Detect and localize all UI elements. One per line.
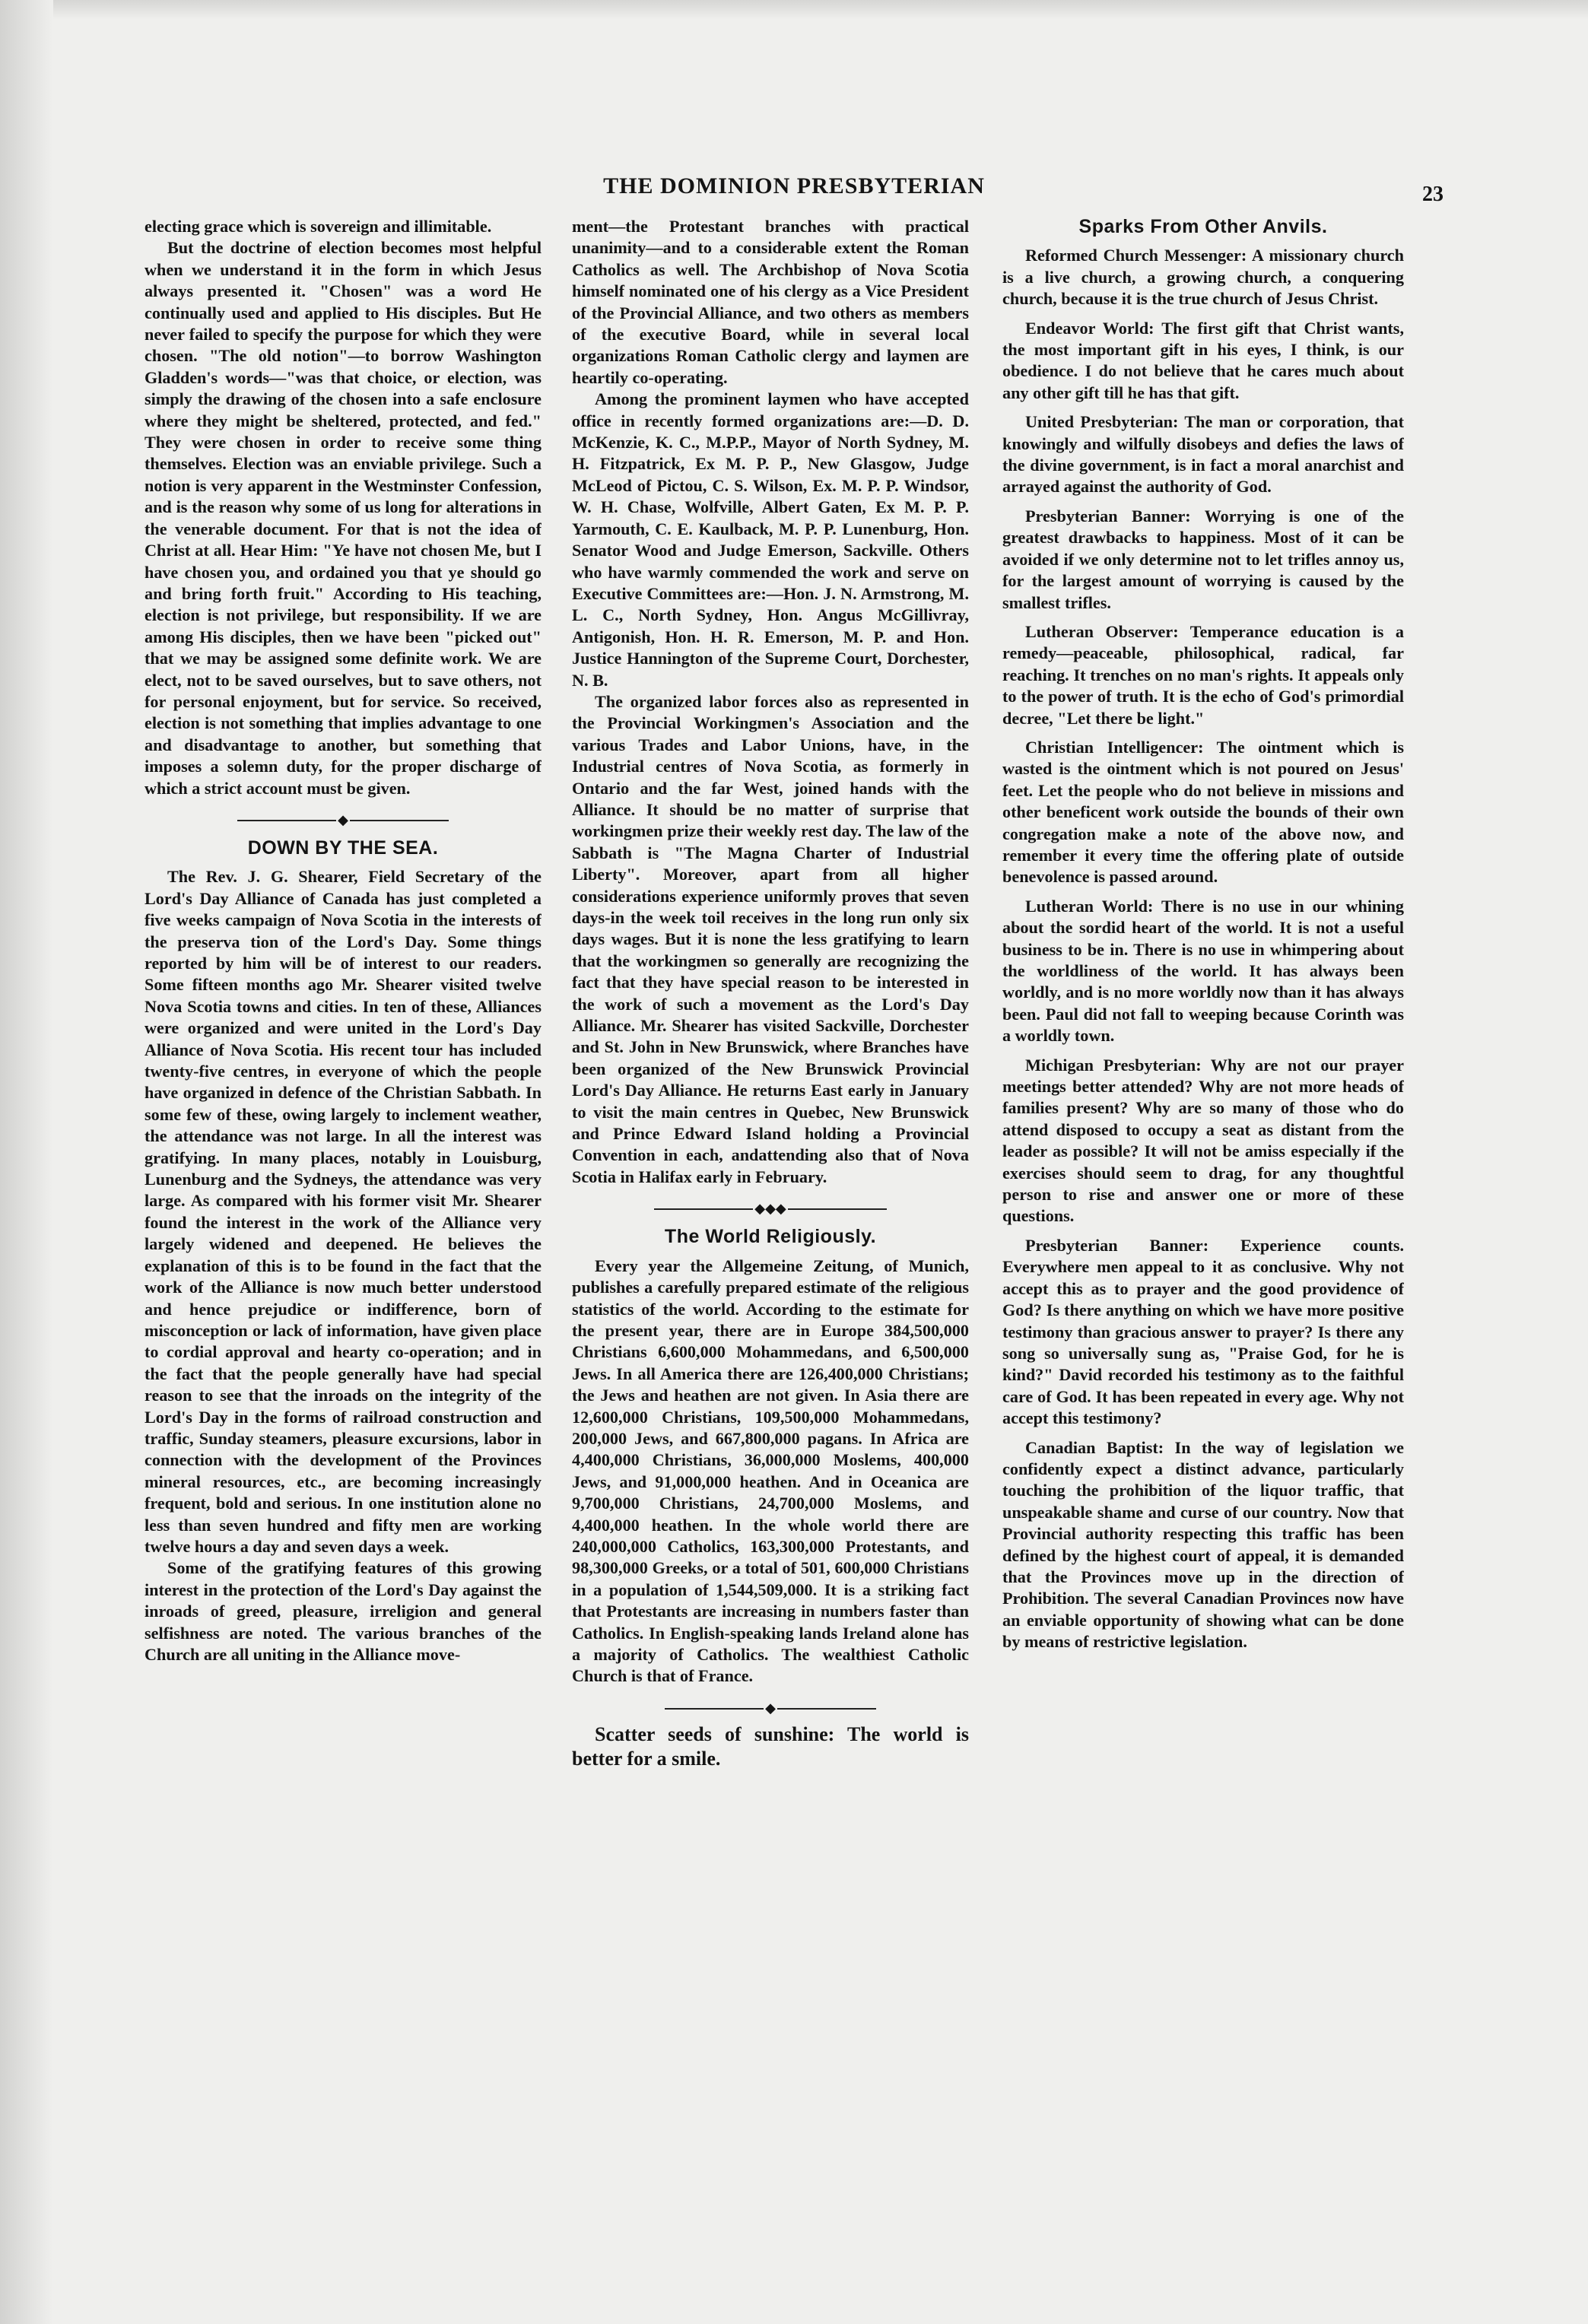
page-top-shadow <box>0 0 1588 20</box>
quote-paragraph: Christian Intelligencer: The ointment which is wasted is the ointment which is not poured on Jesus' feet. Let the people who do not believe in missions and other beneficent work outside the bounds of their own congregation make a note of the above now, and remember it every time the offering plate of outside benevolence is passed around. <box>1002 737 1404 887</box>
paragraph: The Rev. J. G. Shearer, Field Secretary of the Lord's Day Alliance of Canada has just completed a five weeks campaign of Nova Scotia in the interests of the preserva tion of the Lord's Day. Some things reported by him will be of interest to our readers. Some fifteen months ago Mr. Shearer visited twelve Nova Scotia towns and cities. In ten of these, Alliances were organized and were united in the Lord's Day Alliance of Nova Scotia. His recent tour has included twenty-five centres, in everyone of which the people have organized in defence of the Christian Sabbath. In some few of these, owing largely to inclement weather, the attendance was not large. In all the interest was gratifying. In many places, notably in Louisburg, Lunenburg and the Sydneys, the attendance was very large. As compared with his former visit Mr. Shearer found the interest in the work of the Alliance very largely widened and deepened. He believes the explanation of this is to be found in the fact that the work of the Alliance is now much better understood and hence prejudice or indifference, born of misconception or lack of information, have given place to cordial approval and hearty co-operation; and in the fact that the people generally have had special reason to see that the inroads on the integrity of the Lord's Day in the forms of railroad construction and traffic, Sunday steamers, pleasure excursions, labor in connection with the development of the Provinces mineral resources, etc., are becoming increasingly frequent, bold and serious. In one institution alone no less than seven hundred and fifty men are working twelve hours a day and seven days a week. <box>145 867 542 1556</box>
quote-paragraph: Lutheran World: There is no use in our whining about the sordid heart of the world. It is not a useful business to be in. There is no use in whimpering about the worldliness of the world. It has always been worldly, and is no more worldly now than it has always been. Paul did not fall to weeping because Corinth was a worldly town. <box>1002 896 1404 1046</box>
quote-paragraph: Michigan Presbyterian: Why are not our prayer meetings better attended? Why are not more heads of families present? Why are so many of those who do attend disposed to occupy a seat as distant from the leader as possible? It will not be amiss especially if the exercises should seem to drag, for any thoughtful person to rise and answer one or more of these questions. <box>1002 1055 1404 1226</box>
paragraph: Every year the Allgemeine Zeitung, of Munich, publishes a carefully prepared estimate of the religious statistics of the world. According to the estimate for the present year, there are in Europe 384,500,000 Christians 6,600,000 Mohammedans, and 6,500,000 Jews. In all America there are 126,400,000 Christians; the Jews and heathen are not given. In Asia there are 12,600,000 Christians, 109,500,000 Mohammedans, 200,000 Jews, and 667,800,000 pagans. In Africa are 4,400,000 Christians, 36,000,000 Moslems, 400,000 Jews, and 91,000,000 heathen. And in Oceanica are 9,700,000 Christians, 24,700,000 Moslems, and 4,400,000 heathen. In the whole world there are 240,000,000 Catholics, 163,300,000 Protestants, and 98,300,000 Greeks, or a total of 501, 600,000 Christians in a population of 1,544,509,000. It is a striking fact that Protestants are increasing in numbers faster than Catholics. In English-speaking lands Ireland alone has a majority of Catholics. The wealthiest Catholic Church is that of France. <box>572 1256 969 1686</box>
section-divider: ◆ <box>145 813 542 827</box>
column-3 <box>1002 216 1404 2035</box>
quote-paragraph: Presbyterian Banner: Worrying is one of the greatest drawbacks to happiness. Most of it can be avoided if we only determine not to let trifles annoy us, for the largest amount of worrying is caused by the smallest trifles. <box>1002 506 1404 612</box>
quote-paragraph: Canadian Baptist: In the way of legislation we confidently expect a distinct advance, particularly touching the prohibition of the liquor traffic, that unspeakable shame and curse of our country. Now that Provincial authority respecting this traffic has been defined by the highest court of appeal, it is demanded that the Provinces move up in the direction of Prohibition. The several Canadian Provinces now have an enviable opportunity of showing what can be done by means of restrictive legislation. <box>1002 1437 1404 1652</box>
section-divider: ◆◆◆ <box>572 1202 969 1215</box>
paragraph: Some of the gratifying features of this growing interest in the protection of the Lord's Day against the inroads of greed, pleasure, irreligion and general selfishness are noted. The various branches of the Church are all uniting in the Alliance move- <box>145 1558 542 1664</box>
quote-paragraph: Reformed Church Messenger: A missionary church is a live church, a growing church, a conquering church, because it is the true church of Jesus Christ. <box>1002 246 1404 309</box>
quote-paragraph: United Presbyterian: The man or corporation, that knowingly and wilfully disobeys and defies the laws of the divine government, is in fact a moral anarchist and arrayed against the authority of God. <box>1002 412 1404 497</box>
column-1 <box>145 216 542 2035</box>
section-heading-world-religiously: The World Religiously. <box>664 1226 877 1248</box>
page-left-shadow <box>0 0 53 2324</box>
paragraph: ment—the Protestant branches with practical unanimity—and to a considerable extent the Roman Catholics as well. The Archbishop of Nova Scotia himself nominated one of his clergy as a Vice President of the Provincial Alliance, and two others as members of the executive Board, while in several local organizations Roman Catholic clergy and laymen are heartily co-operating. <box>572 217 969 387</box>
closing-line: Scatter seeds of sunshine: The world is better for a smile. <box>572 1722 969 1770</box>
paragraph: electing grace which is sovereign and illimitable. <box>145 217 492 236</box>
column-2 <box>572 216 969 2035</box>
section-heading-down-by-the-sea: DOWN BY THE SEA. <box>247 837 439 859</box>
running-title: THE DOMINION PRESBYTERIAN <box>603 173 985 198</box>
quote-paragraph: Endeavor World: The first gift that Christ wants, the most important gift in his eyes, I think, is our obedience. I do not believe that he cares much about any other gift till he has that gift. <box>1002 318 1404 402</box>
quote-paragraph: Presbyterian Banner: Experience counts. Everywhere men appeal to it as conclusive. Why not accept this as to prayer and the good providence of God? Is there anything on which we have more positive testimony than gracious answer to prayer? Is there any song so universally sung as, "Praise God, for he is kind?" David recorded his testimony as to the faithful care of God. It has been repeated in every age. Why not accept this testimony? <box>1002 1235 1404 1428</box>
section-divider: ◆ <box>572 1701 969 1715</box>
page-number: 23 <box>1422 183 1443 206</box>
paragraph: Among the prominent laymen who have accepted office in recently formed organizations are:—D. D. McKenzie, K. C., M.P.P., Mayor of North Sydney, M. H. Fitzpatrick, Ex M. P. P., New Glasgow, Judge McLeod of Pictou, C. S. Wilson, Ex. M. P. P. Windsor, W. H. Chase, Wolfville, Albert Gaten, Ex M. P. P. Yarmouth, C. E. Kaulback, M. P. P. Lunenburg, Hon. Senator Wood and Judge Emerson, Sackville. Others who have warmly commended the work and serve on Executive Committees are:—Hon. J. N. Armstrong, M. L. C., North Sydney, Hon. Angus McGillivray, Antigonish, Hon. H. R. Emerson, M. P. and Hon. Justice Hannington of the Supreme Court, Dorchester, N. B. <box>572 389 969 690</box>
section-heading-sparks: Sparks From Other Anvils. <box>1078 216 1328 237</box>
paragraph: But the doctrine of election becomes most helpful when we understand it in the form in which Jesus always presented it. "Chosen" was a word He continually used and applied to His disciples. But He never failed to specify the purpose for which they were chosen. "The old notion"—to borrow Washington Gladden's words—"was that choice, or election, was simply the drawing of the chosen into a safe enclosure where they might be sheltered, protected, and fed." They were chosen in order to receive some thing themselves. Election was an enviable privilege. Such a notion is very apparent in the Westminster Confession, and is the reason why some of us long for alterations in the venerable document. For that is not the idea of Christ at all. Hear Him: "Ye have not chosen Me, but I have chosen you, and ordained you that ye should go and bring forth fruit." According to His teaching, election is not privilege, but responsibility. If we are among His disciples, then we have been "picked out" that we may be assigned some definite work. We are elect, not to be saved ourselves, but to save others, not for personal enjoyment, but for service. So received, election is not something that implies advantage to one and disadvantage to another, but something that imposes a solemn duty, for the proper discharge of which a strict account must be given. <box>145 238 542 798</box>
paragraph: The organized labor forces also as represented in the Provincial Workingmen's Association and the various Trades and Labor Unions, have, in the Industrial centres of Nova Scotia, as formerly in Ontario and the far West, joined hands with the Alliance. It should be no matter of surprise that workingmen prize their weekly rest day. The law of the Sabbath is "The Magna Charter of Industrial Liberty". Moreover, apart from all higher considerations experience uniformly proves that seven days-in the week toil receives in the long run only six days wages. But it is none the less gratifying to learn that the workingmen so generally are recognizing the fact that they have special reason to be interested in the work of such a movement as the Lord's Day Alliance. Mr. Shearer has visited Sackville, Dorchester and St. John in New Brunswick, where Branches have been organized of the New Brunswick Provincial Lord's Day Alliance. He returns East early in January to visit the main centres in Quebec, New Brunswick and Prince Edward Island holding a Provincial Convention in each, andattending also that of Nova Scotia in Halifax early in February. <box>572 691 969 1186</box>
quote-paragraph: Lutheran Observer: Temperance education is a remedy—peaceable, philosophical, radical, far reaching. It trenches on no man's rights. It appeals only to the power of truth. It is the echo of God's primordial decree, "Let there be light." <box>1002 621 1404 728</box>
